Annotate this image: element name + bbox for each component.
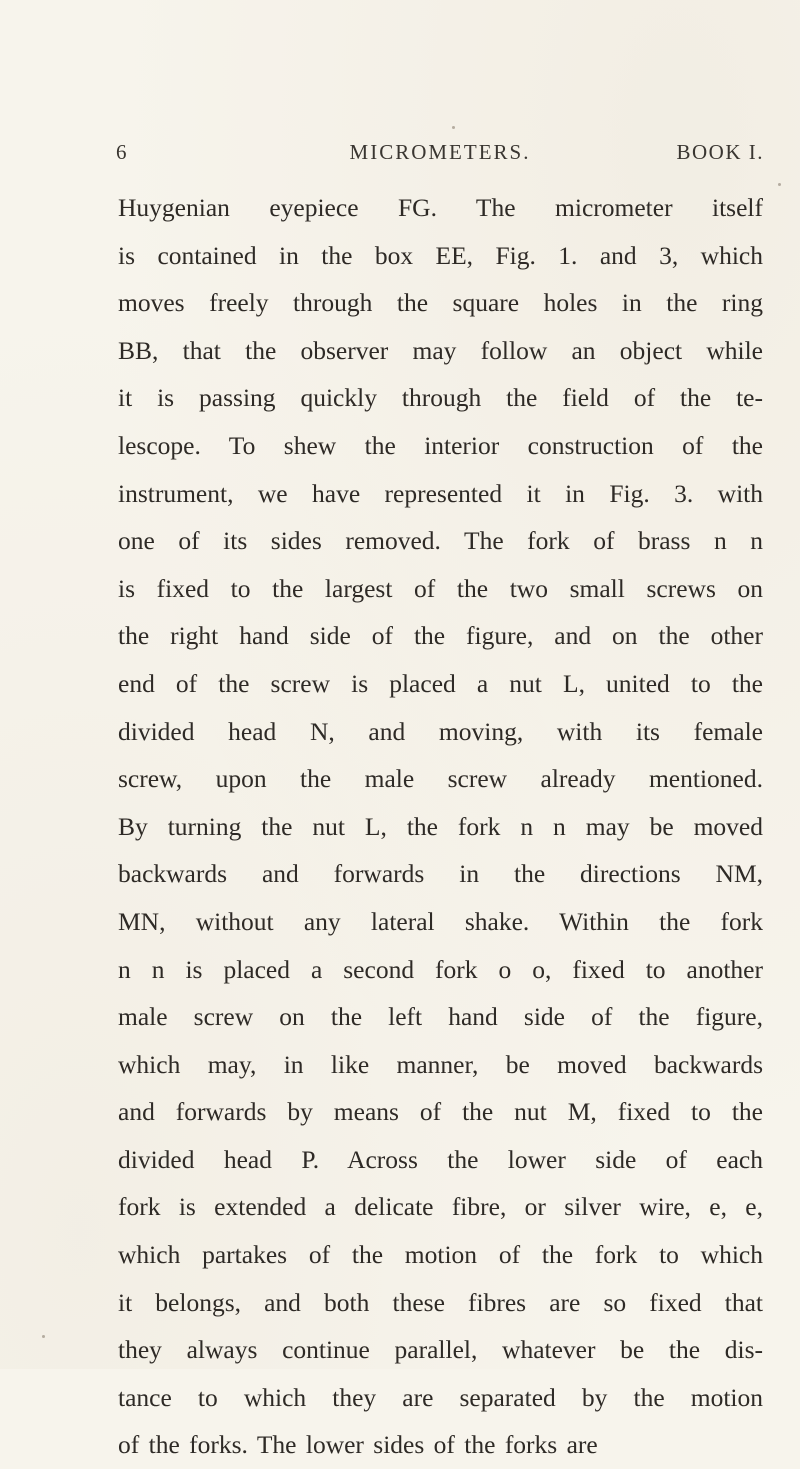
text-line: one of its sides removed. The fork of brass n n (118, 526, 763, 556)
text-line: of the forks. The lower sides of the forks are (118, 1430, 598, 1460)
text-line: backwards and forwards in the directions NM, (118, 859, 763, 889)
text-line: and forwards by means of the nut M, fixed to the (118, 1097, 763, 1127)
text-line: it is passing quickly through the field of the te- (118, 383, 763, 413)
text-line: male screw on the left hand side of the figure, (118, 1002, 763, 1032)
text-line: it belongs, and both these fibres are so fixed that (118, 1287, 763, 1317)
running-header (116, 140, 764, 172)
text-line: MN, without any lateral shake. Within the fork (118, 906, 763, 936)
body-paragraph (118, 184, 763, 1469)
text-line: By turning the nut L, the fork n n may be moved (118, 811, 763, 841)
paper-speck (42, 1335, 45, 1338)
text-line: they always continue parallel, whatever be the dis- (118, 1335, 763, 1365)
text-line: lescope. To shew the interior construction of the (118, 430, 763, 460)
text-line: screw, upon the male screw already mentioned. (118, 764, 763, 794)
page-number: 6 (116, 140, 128, 164)
text-line: which partakes of the motion of the fork to which (118, 1240, 763, 1270)
text-line: tance to which they are separated by the motion (118, 1382, 763, 1412)
text-line: which may, in like manner, be moved backwards (118, 1049, 763, 1079)
paper-speck (778, 183, 781, 186)
text-line: n n is placed a second fork o o, fixed to another (118, 954, 763, 984)
running-title: MICROMETERS. (349, 140, 531, 164)
text-line: is fixed to the largest of the two small screws on (118, 573, 763, 603)
book-label: BOOK I. (676, 140, 764, 164)
text-line: end of the screw is placed a nut L, united to the (118, 668, 763, 698)
text-line: BB, that the observer may follow an object while (118, 335, 763, 365)
paper-speck (452, 126, 455, 129)
text-line: divided head N, and moving, with its female (118, 716, 763, 746)
text-line: is contained in the box EE, Fig. 1. and 3, which (118, 240, 763, 270)
text-line: fork is extended a delicate fibre, or silver wire, e, e, (118, 1192, 763, 1222)
text-line: divided head P. Across the lower side of each (118, 1144, 763, 1174)
text-line: the right hand side of the figure, and on the other (118, 621, 763, 651)
text-line: Huygenian eyepiece FG. The micrometer itself (118, 193, 763, 222)
text-line: moves freely through the square holes in the ring (118, 288, 763, 318)
text-line: instrument, we have represented it in Fig. 3. with (118, 478, 763, 508)
